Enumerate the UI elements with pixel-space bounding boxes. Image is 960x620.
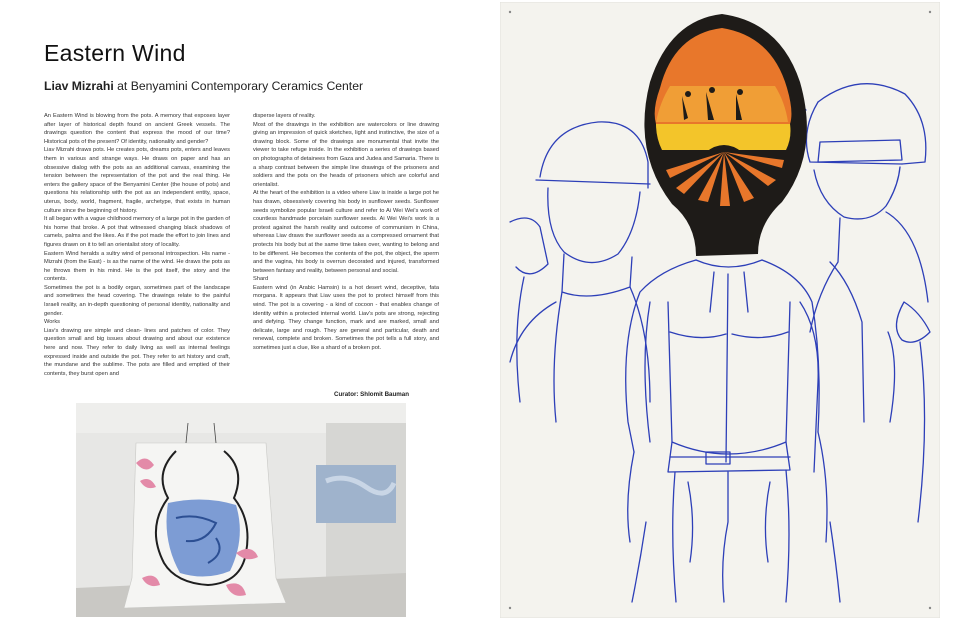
paragraph: disperse layers of reality. (253, 113, 316, 119)
paragraph: It all began with a vague childhood memory of a large pot in the garden of his home that broke. A pot that witnessed changing black shadows of camels, palms and the likes. As if the pot made the effort to join lines and figures drawn on it to tell an orientalist story of locality. (44, 216, 230, 248)
installation-illustration (76, 403, 406, 617)
right-page (480, 0, 960, 620)
text-column-left (44, 112, 230, 400)
paragraph: Sometimes the pot is a bodily organ, sometimes part of the landscape and sometimes the head covering. The drawings relate to the painful Israeli reality, an in-depth questioning of personal identity, nationality and gender. (44, 284, 230, 317)
prisoner-pot-drawing (500, 2, 940, 618)
venue-name: at Benyamini Contemporary Ceramics Center (113, 79, 364, 93)
article-subtitle (44, 79, 363, 93)
artist-name: Liav Mizrahi (44, 79, 114, 93)
paragraph: Most of the drawings in the exhibition are watercolors or line drawing giving an impression of quick sketches, light and instinctive, the size of a drawing block. Some of the drawings are monumental that invite the viewer to take refuge inside. In the exhibition a series of drawings based on photographs of detainees from Gaza and Judea and Samaria. There is a sharp contrast between the simple line drawings of the prisoners and soldiers and the pots on the heads of prisoners which are colorful and orientalist. (253, 121, 439, 188)
article-title: Eastern Wind (44, 40, 186, 66)
section-heading-works: Works (44, 319, 61, 326)
gallery-installation-photo (76, 403, 406, 617)
curator-credit: Curator: Shlomit Bauman (334, 391, 409, 398)
section-heading-shard: Shard (253, 276, 269, 283)
paragraph: Eastern wind (in Arabic Hamsin) is a hot desert wind, deceptive, fata morgana. It appears that Liav uses the pot to protect himself from this wind. The pot is a covering - a kind of cocoon - that enables change of identity within a protected internal world. Liav's pots are strong, rejecting and defying. They change function, mark and are marked, small and delicate, large and rough. They are general and particular, death and renewal, complete and broken. Sometimes the pot tells a full story, and sometimes just a clue, like a shard of a broken pot. (253, 284, 439, 352)
paragraph: Liav's drawing are simple and clean- lines and patches of color. They question small and big issues about drawing and about our existence here and now. They refer to daily living as well as internal feelings expressed inside and outside the pot. They refer to art history and craft, the mundane and the sublime. The pots are filled and emptied of their contents, they burst open and (44, 327, 230, 377)
paragraph: An Eastern Wind is blowing from the pots. A memory that exposes layer after layer of historical depth found on ancient Greek vessels. The drawings question the content that express the mood of our time? Historical pots of the present? Of identity, nationality and gender? (44, 113, 230, 145)
text-column-right (253, 112, 439, 384)
paragraph: At the heart of the exhibition is a video where Liav is inside a large pot he has drawn, obsessively covering his body in sunflower seeds. Sunflower seeds symbolize popular Israeli culture and refer to Ai Wei Wei's work of countless handmade porcelain sunflower seeds. Ai Wei Wei's work is a protest against the harsh reality and outcome of communism in China, whereas Liav draws the sunflower seeds as a compressed ornament that protects his body but at the same time takes over, wanting to belong and to be different. He becomes the contents of the pot, the object, the sperm and the vagina, his body is overrun decorated and injured, transformed between fantasy and reality, between personal and social. (253, 190, 439, 274)
paragraph: Eastern Wind heralds a sultry wind of personal introspection. His name - Mizrahi (from the East) - is as the name of the wind. He draws the pots as he throws them in his mind. He is the pot itself, the story and the contents. (44, 250, 230, 283)
paragraph: Liav Mizrahi draws pots. He creates pots, dreams pots, enters and leaves them in various and strange ways. He draws on paper and has an obsessive dialog with the pots as an additional canvas, examining the tension between the representation of the pot and the real thing. He enters the gallery space of the Benyamini Center (the house of pots) and questions his relationship with the pot as an independent entity, space, uterus, body, world, fragment, fragile, archetype, that exists in human culture since the beginning of history. (44, 147, 230, 214)
